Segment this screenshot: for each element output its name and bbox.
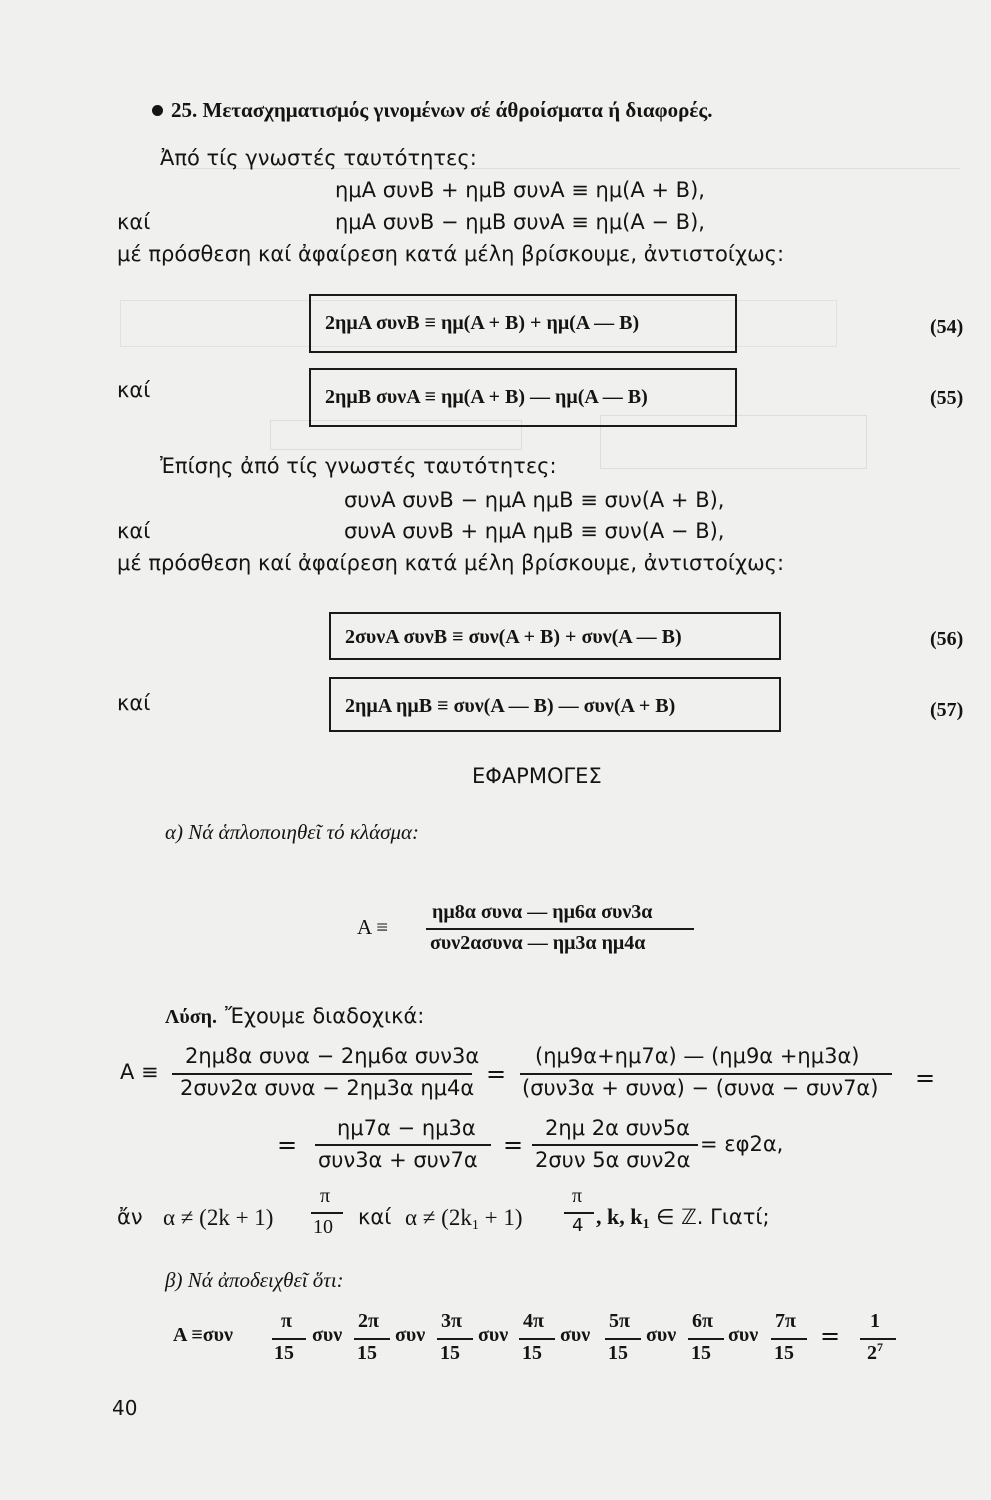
step1-numerator: 2ημ8α συνα − 2ημ6α συν3α xyxy=(185,1044,480,1068)
section-heading-text: 25. Μετασχηματισμός γινομένων σέ άθροίσματα ή διαφορές. xyxy=(171,98,713,122)
prod-num-6: 6π xyxy=(692,1310,713,1332)
cond3-text: , k, k xyxy=(596,1204,643,1229)
part-b-label: β) Νά ἀποδειχθεῖ ὅτι: xyxy=(165,1268,344,1292)
cond2-four: 4 xyxy=(572,1215,584,1236)
cond1-pi: π xyxy=(320,1185,331,1207)
prod-den-5: 15 xyxy=(608,1342,628,1364)
prod-bar-4 xyxy=(519,1338,555,1340)
cond2-bar xyxy=(564,1212,594,1214)
prod-num-7: 7π xyxy=(775,1310,796,1332)
identity-4: συνA συνB + ημA ημB ≡ συν(A − B), xyxy=(344,519,725,543)
rhs-base: 2 xyxy=(867,1342,877,1364)
prod-syn-2: συν xyxy=(395,1324,426,1346)
fraction-a-bar xyxy=(426,928,694,930)
prod-den-1: 15 xyxy=(274,1342,294,1364)
cond1-ten: 10 xyxy=(313,1216,333,1238)
equals-sign-1: = xyxy=(486,1060,507,1088)
equation-number-56: (56) xyxy=(930,628,964,650)
prod-num-2: 2π xyxy=(358,1310,379,1332)
solution-line xyxy=(165,1006,424,1027)
part-a-label: α) Νά ἁπλοποιηθεῖ τό κλάσμα: xyxy=(165,820,420,844)
product-rhs-den xyxy=(867,1340,883,1364)
cond3-sub: 1 xyxy=(642,1217,650,1232)
solution-label: Λύση. xyxy=(165,1006,217,1028)
prod-den-7: 15 xyxy=(774,1342,794,1364)
equation-number-54: (54) xyxy=(930,316,964,338)
fraction-a-numerator: ημ8α συνα — ημ6α συν3α xyxy=(432,901,653,923)
step1-lhs: A ≡ xyxy=(120,1060,159,1084)
step1-bar xyxy=(172,1073,472,1075)
page-number: 40 xyxy=(112,1396,138,1420)
section-heading xyxy=(152,100,712,121)
solution-text: Ἔχουμε διαδοχικά: xyxy=(224,1004,425,1028)
condition-3 xyxy=(596,1204,770,1232)
formula-54: 2ημA συνB ≡ ημ(A + B) + ημ(A — B) xyxy=(325,312,640,334)
prod-num-3: 3π xyxy=(441,1310,462,1332)
condition-kai: καί xyxy=(358,1205,392,1229)
cond2-tail: + 1) xyxy=(478,1205,523,1230)
prod-bar-2 xyxy=(354,1338,390,1340)
step4-numerator: 2ημ 2α συν5α xyxy=(545,1116,690,1140)
equals-sign-3: = xyxy=(277,1131,298,1159)
identity-2: ημA συνB − ημB συνA ≡ ημ(A − B), xyxy=(335,210,705,234)
identity-1: ημA συνB + ημB συνA ≡ ημ(A + B), xyxy=(335,178,705,202)
cond2-pi: π xyxy=(572,1185,583,1207)
condition-if: ἄν xyxy=(117,1205,143,1229)
prod-num-1: π xyxy=(281,1310,292,1332)
prod-bar-5 xyxy=(605,1338,641,1340)
intro-text-1: Ἀπό τίς γνωστές ταυτότητες: xyxy=(160,146,477,170)
equation-number-55: (55) xyxy=(930,387,964,409)
step2-bar xyxy=(520,1073,892,1075)
equation-number-57: (57) xyxy=(930,699,964,721)
adding-text-2: μέ πρόσθεση καί ἀφαίρεση κατά μέλη βρίσκουμε, ἀντιστοίχως: xyxy=(117,551,785,575)
bullet-icon xyxy=(152,105,163,116)
prod-syn-3: συν xyxy=(478,1324,509,1346)
step2-denominator: (συν3α + συνα) − (συνα − συν7α) xyxy=(522,1076,879,1100)
prod-syn-6: συν xyxy=(728,1324,759,1346)
prod-bar-7 xyxy=(771,1338,807,1340)
cond2-text: α ≠ (2k xyxy=(405,1205,472,1230)
step3-denominator: συν3α + συν7α xyxy=(318,1148,478,1172)
cond1-bar xyxy=(311,1212,343,1214)
formula-57: 2ημA ημB ≡ συν(A — B) — συν(A + B) xyxy=(345,695,676,717)
step4-bar xyxy=(532,1144,698,1146)
intro-text-2: Ἐπίσης ἀπό τίς γνωστές ταυτότητες: xyxy=(160,454,557,478)
kai-label-4: καί xyxy=(117,691,151,715)
prod-num-5: 5π xyxy=(609,1310,630,1332)
condition-1: α ≠ (2k + 1) xyxy=(163,1205,274,1230)
prod-syn-4: συν xyxy=(560,1324,591,1346)
condition-2 xyxy=(405,1205,523,1233)
prod-den-4: 15 xyxy=(522,1342,542,1364)
rhs-exponent: 7 xyxy=(877,1340,883,1354)
prod-num-4: 4π xyxy=(523,1310,544,1332)
prod-syn-5: συν xyxy=(646,1324,677,1346)
applications-heading: ΕΦΑΡΜΟΓΕΣ xyxy=(472,764,602,788)
kai-label-1: καί xyxy=(117,210,151,234)
prod-bar-1 xyxy=(272,1338,306,1340)
cond2-sub: 1 xyxy=(471,1218,479,1233)
kai-label-2: καί xyxy=(117,378,151,402)
product-lhs: A ≡συν xyxy=(173,1324,233,1346)
equals-sign-2: = xyxy=(915,1064,936,1092)
adding-text-1: μέ πρόσθεση καί ἀφαίρεση κατά μέλη βρίσκουμε, ἀντιστοίχως: xyxy=(117,242,785,266)
step3-numerator: ημ7α − ημ3α xyxy=(337,1116,476,1140)
formula-55: 2ημB συνA ≡ ημ(A + B) — ημ(A — B) xyxy=(325,386,648,408)
step1-denominator: 2συν2α συνα − 2ημ3α ημ4α xyxy=(180,1076,475,1100)
prod-bar-6 xyxy=(688,1338,724,1340)
step4-result: = εφ2α, xyxy=(700,1132,784,1156)
step4-denominator: 2συν 5α συν2α xyxy=(535,1148,691,1172)
step3-bar xyxy=(315,1144,491,1146)
kai-label-3: καί xyxy=(117,519,151,543)
step2-numerator: (ημ9α+ημ7α) — (ημ9α +ημ3α) xyxy=(535,1044,860,1068)
prod-syn-1: συν xyxy=(312,1324,343,1346)
product-rhs-num: 1 xyxy=(870,1310,880,1332)
fraction-a-lhs: A ≡ xyxy=(357,915,389,939)
formula-56: 2συνA συνB ≡ συν(A + B) + συν(A — B) xyxy=(345,626,682,648)
prod-bar-3 xyxy=(437,1338,473,1340)
identity-3: συνA συνB − ημA ημB ≡ συν(A + B), xyxy=(344,488,725,512)
equals-sign-4: = xyxy=(503,1131,524,1159)
prod-den-6: 15 xyxy=(691,1342,711,1364)
prod-den-2: 15 xyxy=(357,1342,377,1364)
cond3-tail: ∈ ℤ. Γιατί; xyxy=(649,1205,770,1229)
product-equals: = xyxy=(820,1322,841,1350)
fraction-a-denominator: συν2ασυνα — ημ3α ημ4α xyxy=(430,932,646,954)
prod-den-3: 15 xyxy=(440,1342,460,1364)
